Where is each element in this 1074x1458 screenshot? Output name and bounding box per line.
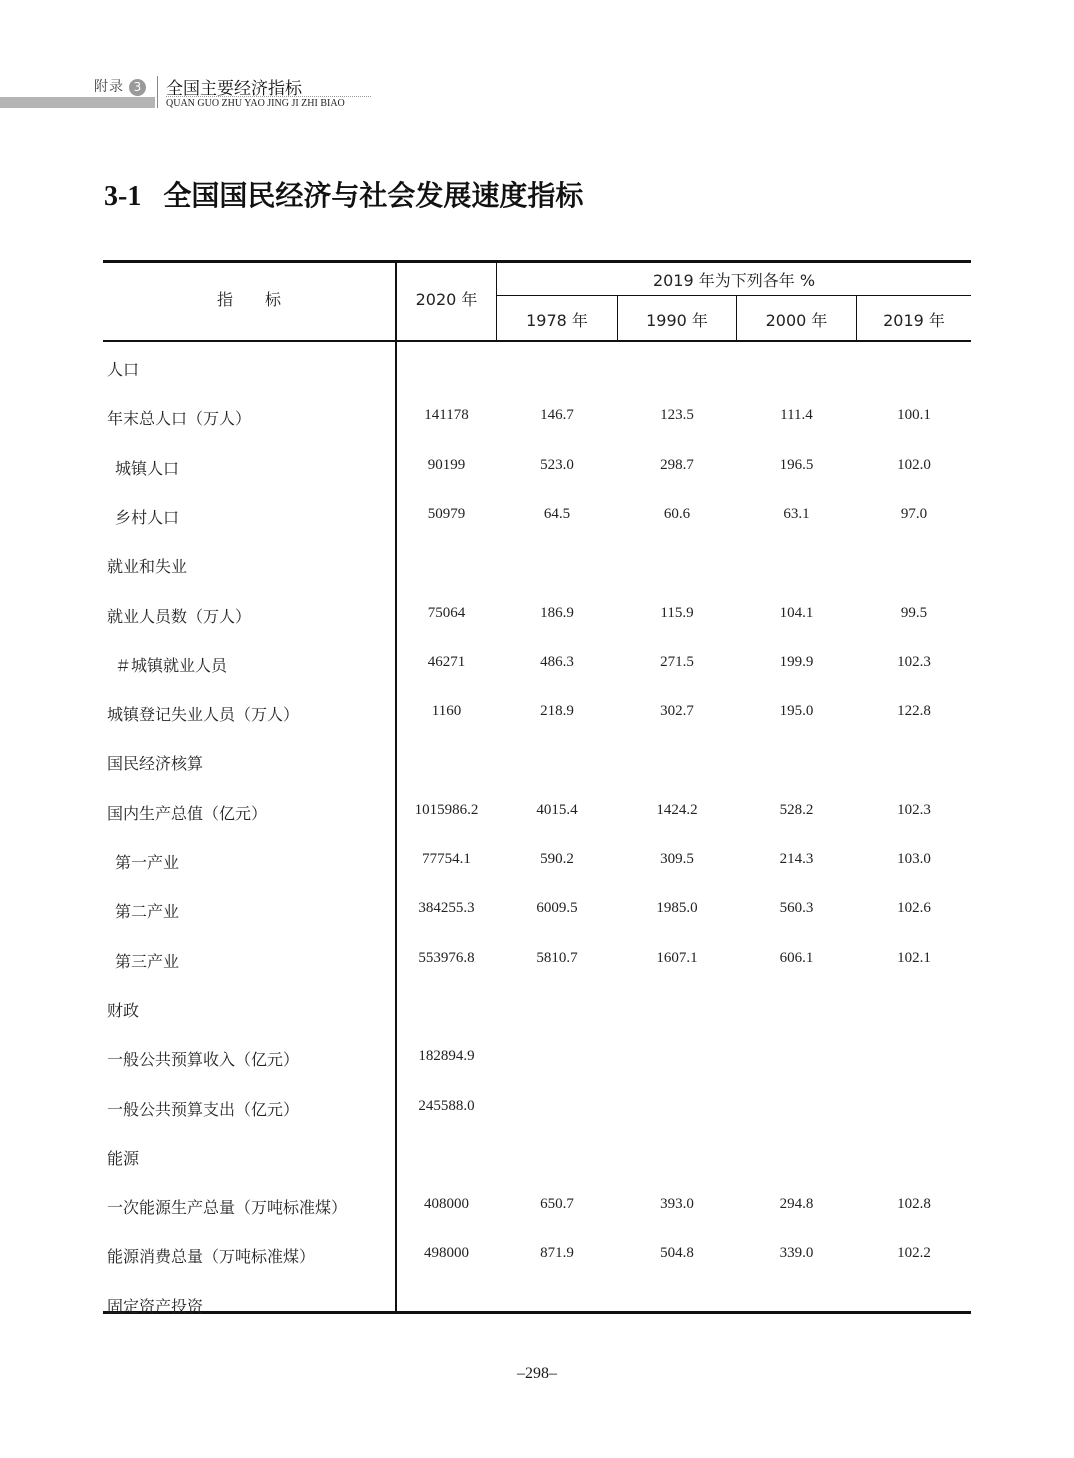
table-row bbox=[103, 604, 971, 628]
row-value: 102.1 bbox=[897, 949, 931, 966]
row-value: 218.9 bbox=[540, 703, 574, 720]
row-label: 一次能源生产总量（万吨标准煤） bbox=[107, 1198, 348, 1218]
row-value: 271.5 bbox=[660, 653, 694, 670]
row-value: 871.9 bbox=[540, 1245, 574, 1262]
row-label: 一般公共预算支出（亿元） bbox=[107, 1099, 300, 1119]
row-value: 1607.1 bbox=[656, 949, 698, 966]
category-row bbox=[103, 554, 971, 578]
row-label: 人口 bbox=[107, 360, 140, 379]
row-value: 115.9 bbox=[660, 604, 694, 621]
row-value: 339.0 bbox=[779, 1245, 814, 1262]
appendix-tag bbox=[94, 76, 146, 96]
category-row bbox=[103, 998, 971, 1022]
header-bottom-rule bbox=[103, 340, 971, 342]
table-row bbox=[103, 801, 971, 825]
row-value: 195.0 bbox=[779, 703, 814, 720]
category-row bbox=[103, 1294, 971, 1318]
header-2000: 2000 年 bbox=[765, 311, 828, 330]
row-value: 408000 bbox=[424, 1196, 469, 1213]
row-value: 64.5 bbox=[543, 505, 571, 522]
row-value: 302.7 bbox=[660, 703, 694, 720]
row-label: 能源 bbox=[107, 1148, 140, 1168]
row-value: 63.1 bbox=[783, 505, 810, 522]
page-title bbox=[104, 174, 583, 214]
row-label: 第三产业 bbox=[115, 951, 180, 971]
table-row bbox=[103, 899, 971, 923]
row-label: 财政 bbox=[107, 1000, 140, 1020]
row-value: 196.5 bbox=[779, 456, 814, 473]
row-value: 102.2 bbox=[897, 1245, 931, 1262]
header-mid-rule bbox=[496, 295, 971, 296]
row-value: 146.7 bbox=[540, 407, 574, 424]
table-row bbox=[103, 702, 971, 726]
row-value: 214.3 bbox=[779, 851, 814, 867]
category-row bbox=[103, 357, 971, 381]
table-title: 全国国民经济与社会发展速度指标 bbox=[163, 179, 584, 212]
appendix-label: 附录 bbox=[94, 79, 124, 95]
section-pinyin: QUAN GUO ZHU YAO JING JI ZHI BIAO bbox=[166, 98, 345, 109]
row-value: 309.5 bbox=[660, 851, 694, 867]
row-label: 一般公共预算收入（亿元） bbox=[107, 1050, 300, 1070]
row-value: 77754.1 bbox=[422, 851, 471, 867]
category-row bbox=[103, 751, 971, 775]
table-row bbox=[103, 406, 971, 430]
row-value: 100.1 bbox=[897, 407, 931, 424]
row-value: 75064 bbox=[427, 604, 466, 621]
table-row bbox=[103, 850, 971, 874]
row-value: 6009.5 bbox=[536, 900, 578, 917]
row-value: 186.9 bbox=[540, 604, 574, 621]
table-row bbox=[103, 1195, 971, 1219]
row-value: 60.6 bbox=[663, 505, 691, 522]
table-row bbox=[103, 949, 971, 973]
row-value: 553976.8 bbox=[418, 949, 475, 966]
row-value: 111.4 bbox=[780, 407, 813, 424]
row-value: 103.0 bbox=[897, 851, 931, 867]
row-label: 能源消费总量（万吨标准煤） bbox=[107, 1247, 316, 1267]
row-label: 国内生产总值（亿元） bbox=[107, 803, 268, 823]
row-value: 1985.0 bbox=[656, 900, 698, 917]
row-label: 就业和失业 bbox=[107, 557, 188, 577]
row-label: 第一产业 bbox=[115, 853, 180, 872]
header-1978: 1978 年 bbox=[526, 311, 588, 330]
row-value: 97.0 bbox=[900, 505, 928, 522]
row-label: 第二产业 bbox=[115, 902, 180, 922]
row-value: 486.3 bbox=[540, 653, 574, 670]
table-top-rule bbox=[103, 260, 971, 263]
row-label: ＃城镇就业人员 bbox=[115, 655, 228, 675]
row-value: 384255.3 bbox=[418, 900, 475, 917]
row-value: 122.8 bbox=[897, 703, 931, 720]
row-label: 城镇登记失业人员（万人） bbox=[107, 705, 300, 725]
row-label: 国民经济核算 bbox=[107, 754, 204, 774]
header-dotted-rule bbox=[166, 96, 371, 97]
page-number: –298– bbox=[517, 1365, 557, 1382]
row-value: 102.8 bbox=[897, 1196, 931, 1213]
row-value: 294.8 bbox=[779, 1196, 814, 1213]
header-divider bbox=[157, 76, 158, 108]
table-row bbox=[103, 653, 971, 677]
table-number: 3-1 bbox=[104, 181, 142, 212]
row-value: 1015986.2 bbox=[414, 801, 479, 818]
row-value: 560.3 bbox=[779, 900, 814, 917]
table-row bbox=[103, 456, 971, 480]
row-value: 298.7 bbox=[660, 456, 694, 473]
table-row bbox=[103, 1047, 971, 1071]
appendix-number: 3 bbox=[129, 79, 146, 96]
header-1990: 1990 年 bbox=[646, 311, 708, 330]
row-label: 城镇人口 bbox=[115, 458, 180, 478]
header-indicator: 指 标 bbox=[216, 290, 281, 309]
header-group: 2019 年为下列各年 % bbox=[652, 271, 816, 290]
row-value: 1424.2 bbox=[656, 801, 698, 818]
row-value: 199.9 bbox=[779, 653, 814, 670]
row-value: 104.1 bbox=[779, 604, 814, 621]
table-row bbox=[103, 505, 971, 529]
table-row bbox=[103, 1244, 971, 1268]
category-row bbox=[103, 1146, 971, 1170]
row-value: 141178 bbox=[424, 407, 469, 424]
row-label: 就业人员数（万人） bbox=[107, 606, 252, 626]
row-value: 245588.0 bbox=[418, 1097, 475, 1114]
table-row bbox=[103, 1097, 971, 1121]
row-value: 504.8 bbox=[660, 1245, 694, 1262]
row-value: 1160 bbox=[431, 703, 462, 720]
row-value: 102.3 bbox=[897, 653, 931, 670]
row-value: 5810.7 bbox=[536, 949, 578, 966]
row-value: 102.6 bbox=[897, 900, 931, 917]
header-2020: 2020 年 bbox=[415, 290, 478, 309]
row-value: 46271 bbox=[427, 653, 466, 670]
header-bar bbox=[0, 97, 155, 108]
row-value: 650.7 bbox=[540, 1196, 574, 1213]
section-title: 全国主要经济指标 bbox=[166, 79, 302, 99]
row-value: 102.0 bbox=[897, 456, 931, 473]
row-label: 固定资产投资 bbox=[107, 1296, 204, 1316]
row-value: 99.5 bbox=[900, 604, 928, 621]
row-value: 4015.4 bbox=[536, 801, 578, 818]
row-label: 年末总人口（万人） bbox=[107, 409, 252, 429]
row-value: 393.0 bbox=[660, 1196, 694, 1213]
row-value: 123.5 bbox=[660, 407, 694, 424]
row-label: 乡村人口 bbox=[115, 507, 180, 527]
row-value: 498000 bbox=[424, 1245, 469, 1262]
row-value: 182894.9 bbox=[418, 1048, 475, 1065]
row-value: 523.0 bbox=[540, 456, 574, 473]
row-value: 50979 bbox=[427, 505, 466, 522]
row-value: 102.3 bbox=[897, 801, 931, 818]
row-value: 90199 bbox=[427, 456, 466, 473]
row-value: 606.1 bbox=[779, 949, 814, 966]
row-value: 528.2 bbox=[779, 801, 814, 818]
header-2019: 2019 年 bbox=[883, 311, 945, 330]
row-value: 590.2 bbox=[540, 851, 574, 867]
